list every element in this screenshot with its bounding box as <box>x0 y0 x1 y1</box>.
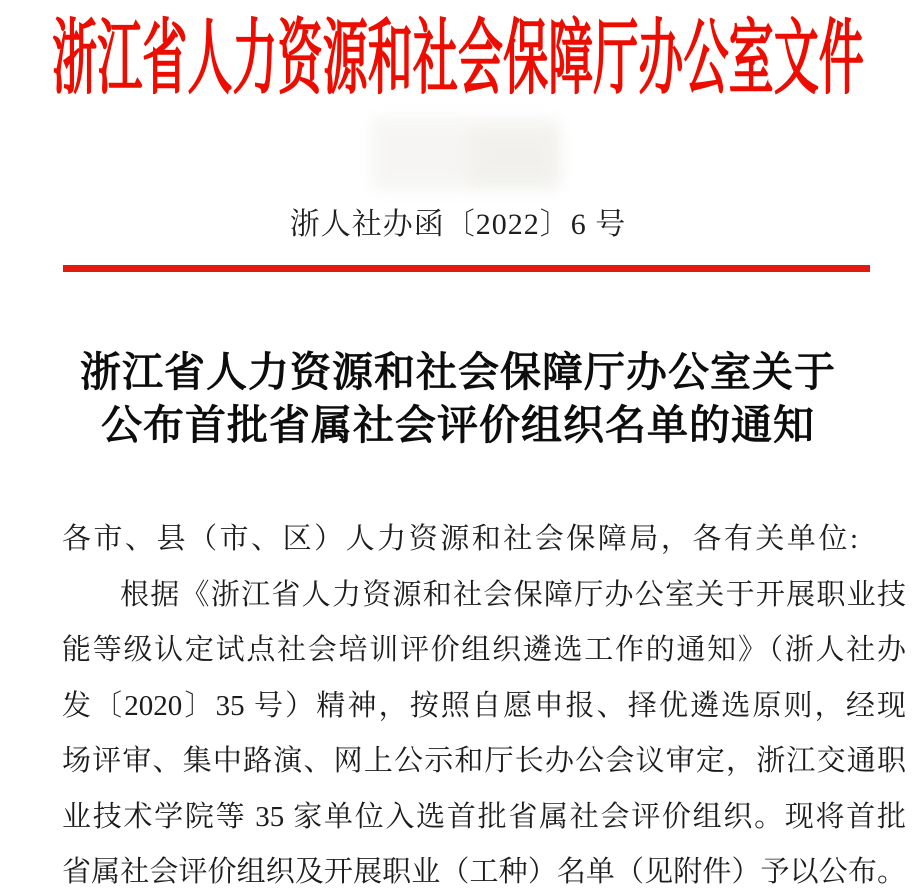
body-paragraph-line: 业技术学院等 35 家单位入选首批省属社会评价组织。现将首批 <box>62 800 906 833</box>
body-paragraph-line: 根据《浙江省人力资源和社会保障厅办公室关于开展职业技 <box>120 578 906 611</box>
red-divider-line <box>63 265 870 272</box>
body-paragraph-line: 能等级认定试点社会培训评价组织遴选工作的通知》（浙人社办 <box>62 634 906 666</box>
document-reference-number: 浙人社办函〔2022〕6 号 <box>289 208 627 241</box>
document-title-line1: 浙江省人力资源和社会保障厅办公室关于 <box>80 349 836 395</box>
body-paragraph-line: 场评审、集中路演、网上公示和厅长办公会议审定，浙江交通职 <box>62 745 906 777</box>
salutation-line: 各市、县（市、区）人力资源和社会保障局，各有关单位: <box>62 523 858 555</box>
document-title-line2: 公布首批省属社会评价组织名单的通知 <box>101 402 815 448</box>
body-paragraph-line: 发〔2020〕35 号）精神，按照自愿申报、择优遴选原则，经现 <box>62 689 906 722</box>
scan-bleedthrough-artifact <box>470 130 560 185</box>
issuing-agency-banner-text: 浙江省人力资源和社会保障厅办公室文件 <box>52 13 864 104</box>
document-body <box>62 512 906 892</box>
document-title <box>0 346 916 452</box>
body-paragraph-line: 省属社会评价组织及开展职业（工种）名单（见附件）予以公布。 <box>62 856 906 888</box>
red-header-banner <box>0 12 916 106</box>
